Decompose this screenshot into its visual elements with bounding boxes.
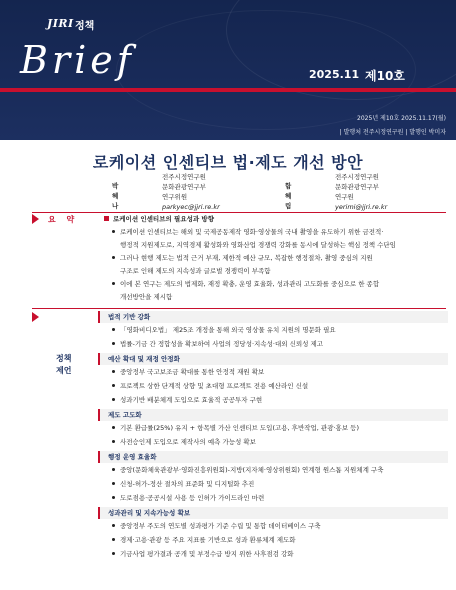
bullet-icon (112, 524, 115, 527)
policy-subheading-bar (98, 507, 448, 519)
summary-line: 로케이션 인센티브는 해외 및 국제공동제작 영화·영상물의 국내 촬영을 유도하기 위한 금전적· (112, 226, 383, 239)
author-email[interactable]: yerimi@jjri.re.kr (335, 203, 388, 211)
bullet-icon (112, 440, 115, 443)
policy-item: 도로점용·공공시설 사용 등 인허가 가이드라인 마련 (112, 492, 264, 505)
summary-line: 행정적 지원제도로, 지역경제 활성화와 영화산업 경쟁력 강화를 동시에 달성하는 핵심 정책 수단임 (120, 241, 396, 249)
policy-item: 경제·고용·관광 등 주요 지표를 기반으로 성과 환류체계 제도화 (112, 534, 296, 547)
author-role: 연구위원 (162, 193, 188, 201)
policy-item: 프로젝트 상한 단계적 상향 및 초대형 프로젝트 전용 예산라인 신설 (112, 380, 308, 393)
bullet-icon (112, 370, 115, 373)
bullet-icon (112, 342, 115, 345)
bullet-icon (112, 328, 115, 331)
author-info (335, 172, 387, 212)
section-marker-icon (32, 312, 39, 322)
bullet-icon (112, 398, 115, 401)
summary-line: 개선방안을 제시함 (120, 293, 173, 301)
policy-item: 기금사업 평가결과 공개 및 부정수급 방지 위한 사후점검 강화 (112, 548, 294, 561)
policy-system-heading: 제도 고도화 (108, 411, 142, 419)
summary-line: 구조로 인해 제도의 지속성과 글로벌 경쟁력이 부족함 (120, 267, 271, 275)
author-org: 전주시정연구원 (335, 173, 379, 181)
author-name: 함혜림 (285, 182, 292, 210)
policy-item: 「영화비디오법」 제25조 개정을 통해 외국 영상물 유치 지원의 명문화 필요 (112, 324, 336, 337)
logo-suffix: 정책 (75, 21, 95, 32)
policy-label-line: 정책 (56, 354, 72, 363)
policy-admin-heading: 행정 운영 효율화 (108, 453, 157, 461)
summary-line: 그러나 현행 제도는 법적 근거 부재, 제한적 예산 규모, 복잡한 행정절차, 촬영 중심의 지원 (112, 252, 373, 265)
section-divider (32, 308, 446, 309)
policy-item: 법률-기금 간 정합성을 확보하여 사업의 정당성·지속성·대외 신뢰성 제고 (112, 338, 323, 351)
publisher-meta: | 발행처 전주시정연구원 | 발행인 박미자 (339, 129, 446, 136)
section-divider (32, 212, 446, 213)
square-bullet-icon (104, 216, 109, 221)
publish-line: 2025년 제10호 2025.11.17(월) (357, 115, 446, 122)
bullet-icon (112, 552, 115, 555)
author-role: 연구원 (335, 193, 354, 201)
policy-budget-heading: 예산 확대 및 재정 안정화 (108, 355, 180, 363)
bullet-icon (112, 468, 115, 471)
bullet-icon (112, 426, 115, 429)
author-dept: 문화관광연구부 (162, 183, 206, 191)
bullet-icon (112, 482, 115, 485)
policy-subheading-bar (98, 409, 448, 421)
summary-heading: 로케이션 인센티브의 필요성과 방향 (104, 213, 214, 226)
bullet-icon (112, 256, 115, 259)
bullet-icon (112, 384, 115, 387)
bullet-icon (112, 538, 115, 541)
author-email[interactable]: parkyec@jjri.re.kr (162, 203, 220, 211)
brief-header (0, 0, 456, 140)
policy-item: 중앙정부 주도의 연도별 성과평가 기준 수립 및 통합 데이터베이스 구축 (112, 520, 321, 533)
policy-subheading-bar (98, 353, 448, 365)
section-marker-icon (32, 214, 39, 224)
brief-wordmark: Brief (20, 38, 135, 82)
issue-date: 2025.11 (309, 68, 360, 81)
page-title: 로케이션 인센티브 법·제도 개선 방안 (92, 153, 364, 172)
author-dept: 문화관광연구부 (335, 183, 379, 191)
issue-number: 제10호 (365, 69, 405, 83)
author-name: 박혜나 (112, 182, 119, 210)
policy-item: 신청-허가-정산 절차의 표준화 및 디지털화 추진 (112, 478, 254, 491)
bullet-icon (112, 230, 115, 233)
policy-performance-heading: 성과관리 및 지속가능성 확보 (108, 509, 191, 517)
header-red-band (0, 88, 456, 92)
bullet-icon (112, 496, 115, 499)
bullet-icon (112, 282, 115, 285)
author-info (162, 172, 220, 212)
summary-line: 이에 본 연구는 제도의 법제화, 재정 확충, 운영 효율화, 성과관리 고도화를 중심으로 한 종합 (112, 278, 379, 291)
policy-subheading-bar (98, 311, 448, 323)
policy-item: 성과기반 배분체계 도입으로 효율적 공공투자 구현 (112, 394, 262, 407)
policy-item: 중앙정부 국고보조금 확대를 통한 안정적 재원 확보 (112, 366, 264, 379)
author-org: 전주시정연구원 (162, 173, 206, 181)
jjri-logo: JIRI (47, 17, 74, 30)
policy-label (56, 353, 71, 377)
policy-label-line: 제언 (56, 366, 72, 375)
policy-item: 기본 환급률(25%) 유지 + 항목별 가산 인센티브 도입(고용, 후반작업, 관광·홍보 등) (112, 422, 359, 435)
policy-item: 중앙(문화체육관광부·영화진흥위원회)-지방(지자체·영상위원회) 연계형 원스톱 지원체계 구축 (112, 464, 384, 477)
policy-legal-heading: 법적 기반 강화 (108, 313, 151, 321)
policy-item: 사전승인제 도입으로 제작사의 예측 가능성 확보 (112, 436, 256, 449)
policy-subheading-bar (98, 451, 448, 463)
summary-label: 요 약 (48, 215, 79, 224)
